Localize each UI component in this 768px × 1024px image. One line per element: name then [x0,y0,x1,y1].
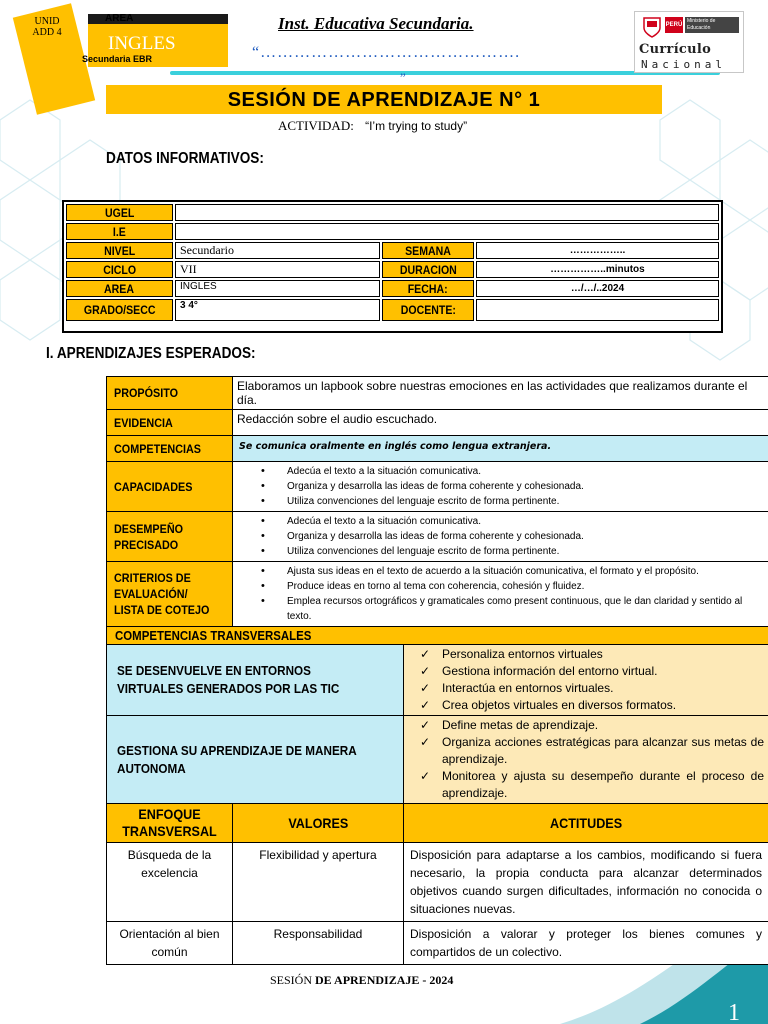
nivel-label: NIVEL [66,242,173,259]
table-row [107,627,768,645]
list-item: • Ajusta sus ideas en el texto de acuerdo a la situación comunicativa, el formato y el propósito. [237,564,764,579]
tic-competencia: SE DESENVUELVE EN ENTORNOS VIRTUALES GENERADOS POR LAS TIC [107,645,404,716]
semana-label: SEMANA [382,242,474,259]
aprendizajes-heading: I. APRENDIZAJES ESPERADOS: [46,345,256,362]
list-item: • Organiza y desarrolla las ideas de forma coherente y cohesionada. [237,529,764,544]
docente-value [476,299,719,321]
table-row [66,299,719,321]
datos-heading: DATOS INFORMATIVOS: [106,150,264,167]
valores-header: VALORES [233,804,404,843]
peru-label: PERÚ [665,17,683,33]
list-item: ✓ Gestiona información del entorno virtual. [418,663,764,680]
datos-table [62,200,723,333]
list-item: • Adecúa el texto a la situación comunicativa. [237,514,764,529]
area-value: INGLES [108,33,176,54]
activity-label: ACTIVIDAD: [278,118,354,133]
actitud-cell: Disposición a valorar y proteger los bienes comunes y compartidos de un colectivo. [404,922,768,965]
fecha-value: …/…/..2024 [476,280,719,297]
activity-line [278,118,467,134]
capacidades-list [233,462,768,512]
area-row-label: AREA [66,280,173,297]
capacidades-label: CAPACIDADES [107,462,233,512]
proposito-value: Elaboramos un lapbook sobre nuestras emociones en las actividades que realizamos durante el día. [233,377,768,410]
footer-bold: DE APRENDIZAJE - 2024 [315,973,454,987]
actitudes-header: ACTITUDES [404,804,768,843]
nivel-value: Secundario [175,242,380,259]
valor-cell: Responsabilidad [233,922,404,965]
semana-value: …………….. [476,242,719,259]
ugel-value [175,204,719,221]
area-label: AREA [105,13,134,24]
activity-value: “I’m trying to study” [365,119,468,133]
table-row [66,204,719,221]
grado-label: GRADO/SECC [66,299,173,321]
session-title-bar [106,85,662,114]
table-row [107,436,768,462]
list-item: • Utiliza convenciones del lenguaje escrito de forma pertinente. [237,494,764,509]
table-row [107,410,768,436]
session-title: SESIÓN DE APRENDIZAJE N° 1 [227,89,541,111]
list-item: ✓ Monitorea y ajusta su desempeño durante el proceso de aprendizaje. [418,768,764,802]
table-row [107,377,768,410]
list-item: • Utiliza convenciones del lenguaje escrito de forma pertinente. [237,544,764,559]
evidencia-label: EVIDENCIA [107,410,233,436]
ie-value [175,223,719,240]
competencias-label: COMPETENCIAS [107,436,233,462]
list-item: ✓ Personaliza entornos virtuales [418,646,764,663]
list-item: • Emplea recursos ortográficos y gramaticales como present continuous, que le dan claridad y sentido al texto. [237,594,764,624]
table-row [107,922,768,965]
table-row [66,261,719,278]
ugel-label: UGEL [66,204,173,221]
aprendizajes-table [106,376,768,965]
transversales-heading: COMPETENCIAS TRANSVERSALES [107,627,768,645]
table-row [107,562,768,627]
enfoque-cell: Orientación al bien común [107,922,233,965]
tic-list [404,645,768,716]
level-label: Secundaria EBR [82,54,153,64]
ministry-label: Ministerio de Educación [685,17,739,33]
docente-label: DOCENTE: [382,299,474,321]
criterios-label: CRITERIOS DE EVALUACIÓN/ LISTA DE COTEJO [107,562,233,627]
institution-title: Inst. Educativa Secundaria. [278,14,474,33]
unit-label: UNID ADD 4 [32,16,62,38]
page-number: 1 [728,1000,740,1024]
curriculo-nacional-logo [634,11,744,73]
duracion-value: ……………..minutos [476,261,719,278]
footer-text [270,973,453,988]
duracion-label: DURACION [382,261,474,278]
list-item: ✓ Define metas de aprendizaje. [418,717,764,734]
area-row-value: INGLES [175,280,380,297]
institution-name-placeholder: “………………………………………. [252,44,521,61]
list-item: • Adecúa el texto a la situación comunicativa. [237,464,764,479]
desempeno-list [233,512,768,562]
list-item: • Organiza y desarrolla las ideas de forma coherente y cohesionada. [237,479,764,494]
enfoque-cell: Búsqueda de la excelencia [107,843,233,922]
table-row [107,645,768,716]
list-item: ✓ Organiza acciones estratégicas para alcanzar sus metas de aprendizaje. [418,734,764,768]
evidencia-value: Redacción sobre el audio escuchado. [233,410,768,436]
proposito-label: PROPÓSITO [107,377,233,410]
criterios-list [233,562,768,627]
autonoma-competencia: GESTIONA SU APRENDIZAJE DE MANERA AUTONOMA [107,716,404,804]
list-item: • Produce ideas en torno al tema con coherencia, cohesión y fluidez. [237,579,764,594]
actitud-cell: Disposición para adaptarse a los cambios, modificando si fuera necesario, la propia conducta para alcanzar determinados objetivos cuando surgen dificultades, información no conocida o situaciones nuevas. [404,843,768,922]
ie-label: I.E [66,223,173,240]
table-row [107,716,768,804]
table-row [107,843,768,922]
valor-cell: Flexibilidad y apertura [233,843,404,922]
ciclo-label: CICLO [66,261,173,278]
table-row [66,223,719,240]
footer-plain: SESIÓN [270,973,313,987]
table-row [66,280,719,297]
enfoque-header: ENFOQUE TRANSVERSAL [107,804,233,843]
table-row [107,512,768,562]
desempeno-label: DESEMPEÑO PRECISADO [107,512,233,562]
table-row [107,804,768,843]
coat-of-arms-icon [642,16,662,38]
closing-quote: ” [400,70,406,85]
logo-title: Currículo [639,42,712,57]
table-row [66,242,719,259]
list-item: ✓ Interactúa en entornos virtuales. [418,680,764,697]
ciclo-value: VII [175,261,380,278]
grado-value: 3 4° [175,299,380,321]
logo-subtitle: Nacional [641,58,726,71]
table-row [107,462,768,512]
fecha-label: FECHA: [382,280,474,297]
competencias-value: Se comunica oralmente en inglés como lengua extranjera. [233,436,768,462]
autonoma-list [404,716,768,804]
list-item: ✓ Crea objetos virtuales en diversos formatos. [418,697,764,714]
